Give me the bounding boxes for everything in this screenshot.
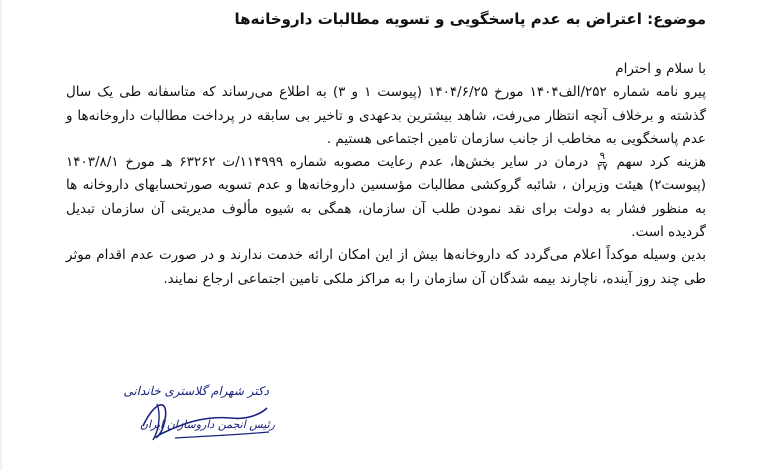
paragraph-1: پیرو نامه شماره ۲۵۲/الف۱۴۰۴ مورخ ۱۴۰۴/۶/۲۵ (پیوست ۱ و ۳) به اطلاع می‌رساند که متاسفانه طی یک سال گذشته و برخلاف آنچه انتظار می‌رفت، شاهد بیشترین بدعهدی و تاخیر بی سابقه در پرداخت مطالبات داروخانه‌ها و عدم پاسخگویی به مخاطب از جانب سازمان تامین اجتماعی هستیم . <box>66 84 706 147</box>
signer-name: دکتر شهرام گلاستری خاندانی <box>123 384 269 398</box>
paragraph-2 <box>66 151 706 244</box>
greeting: با سلام و احترام <box>615 61 706 77</box>
paragraph-3: بدین وسیله موکداً اعلام می‌گردد که داروخانه‌ها بیش از این امکان ارائه خدمت ندارند و در صورت عدم اقدام موثر طی چند روز آینده، ناچارند بیمه شدگان آن سازمان را به مراکز ملکی تامین اجتماعی ارجاع نمایند. <box>66 247 706 287</box>
fraction-numerator: ۹ <box>599 150 606 162</box>
page-edge <box>0 0 2 470</box>
signer-title: رئیس انجمن داروسازان ایران <box>139 418 275 431</box>
signature-block <box>123 380 275 450</box>
letter-subject: موضوع: اعتراض به عدم پاسخگویی و تسویه مطالبات داروخانه‌ها <box>234 10 706 28</box>
letter-body <box>66 58 706 291</box>
paragraph-2-rest: درمان در سایر بخش‌ها، عدم رعایت مصوبه شماره ۱۱۴۹۹۹/ت ۶۳۲۶۲ هـ مورخ ۱۴۰۳/۸/۱ (پیوست۲) هیئت وزیران ، شائبه گروکشی مطالبات مؤسسین داروخانه‌ها و عدم تسویه صورتحسابهای داروخانه ها به منظور فشار به دولت برای نقد نمودن طلب آن سازمان، همگی به شیوه مألوف مدیریتی آن سازمان تبدیل گردیده است. <box>66 154 706 241</box>
share-fraction <box>597 152 608 173</box>
fraction-denominator: ۲۷ <box>596 161 608 173</box>
paragraph-2-start: هزینه کرد سهم <box>616 154 706 171</box>
